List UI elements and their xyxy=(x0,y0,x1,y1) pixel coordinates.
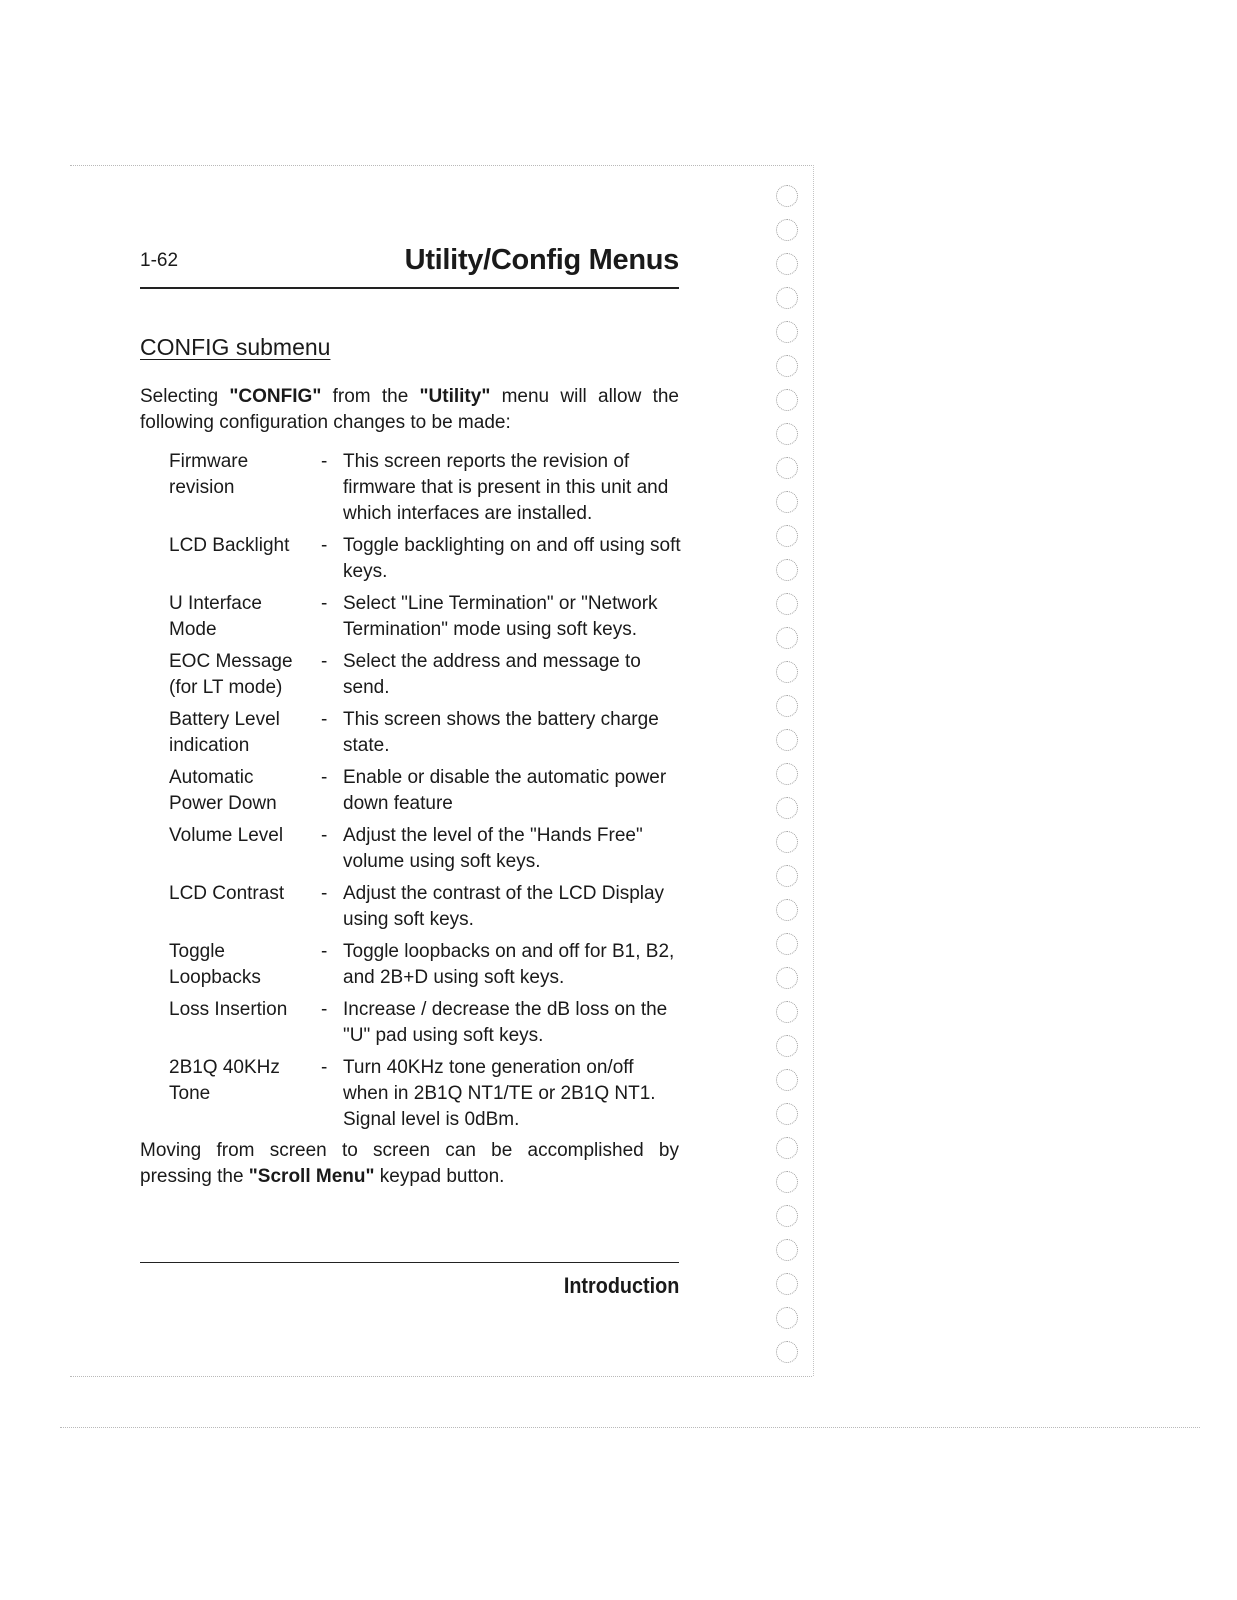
scan-edge-top xyxy=(70,165,812,166)
item-label: 2B1Q 40KHz Tone xyxy=(169,1057,280,1104)
punch-hole-icon xyxy=(776,253,798,275)
section-heading: CONFIG submenu xyxy=(140,334,331,360)
item-label: Battery Level indication xyxy=(169,709,280,756)
scan-edge-right xyxy=(813,165,814,1376)
punch-hole-icon xyxy=(776,1341,798,1363)
punch-hole-icon xyxy=(776,491,798,513)
punch-hole-icon xyxy=(776,729,798,751)
punch-hole-icon xyxy=(776,1001,798,1023)
punch-hole-icon xyxy=(776,763,798,785)
punch-hole-icon xyxy=(776,1035,798,1057)
item-description: Enable or disable the automatic power down feature xyxy=(343,767,667,814)
punch-hole-icon xyxy=(776,1273,798,1295)
page-title: Utility/Config Menus xyxy=(404,244,679,276)
item-dash: - xyxy=(321,1057,328,1078)
footer-rule xyxy=(140,1262,679,1263)
punch-hole-icon xyxy=(776,933,798,955)
outro-line-2: pressing the "Scroll Menu" keypad button. xyxy=(140,1166,505,1187)
item-dash: - xyxy=(321,767,328,788)
list-item xyxy=(169,1055,689,1133)
list-item xyxy=(169,765,689,817)
list-item xyxy=(169,707,689,759)
item-dash: - xyxy=(321,535,328,556)
item-label: Toggle Loopbacks xyxy=(169,941,261,988)
punch-hole-icon xyxy=(776,1307,798,1329)
punch-hole-icon xyxy=(776,899,798,921)
item-description: This screen reports the revision of firmware that is present in this unit and which interfaces are installed. xyxy=(343,451,669,524)
intro-line-2: following configuration changes to be made: xyxy=(140,412,511,433)
item-description: Toggle loopbacks on and off for B1, B2, and 2B+D using soft keys. xyxy=(343,941,675,988)
list-item xyxy=(169,591,689,643)
item-label: Loss Insertion xyxy=(169,999,288,1020)
item-label: Volume Level xyxy=(169,825,284,846)
item-dash: - xyxy=(321,593,328,614)
item-dash: - xyxy=(321,709,328,730)
item-description: Turn 40KHz tone generation on/off when in 2B1Q NT1/TE or 2B1Q NT1. Signal level is 0dBm. xyxy=(343,1057,656,1130)
item-label: LCD Backlight xyxy=(169,535,290,556)
item-label: LCD Contrast xyxy=(169,883,285,904)
punch-hole-icon xyxy=(776,185,798,207)
punch-hole-icon xyxy=(776,423,798,445)
punch-hole-icon xyxy=(776,695,798,717)
outro-paragraph xyxy=(140,1138,679,1190)
list-item xyxy=(169,533,689,585)
outro-line-1: Moving from screen to screen can be accomplished by xyxy=(140,1140,679,1161)
intro-line-1: Selecting "CONFIG" from the "Utility" menu will allow the xyxy=(140,386,679,407)
item-dash: - xyxy=(321,825,328,846)
punch-hole-icon xyxy=(776,661,798,683)
punch-hole-icon xyxy=(776,627,798,649)
intro-paragraph xyxy=(140,384,679,436)
item-label: EOC Message (for LT mode) xyxy=(169,651,293,698)
scan-edge-bottom xyxy=(70,1376,812,1377)
scan-edge-lower xyxy=(60,1427,1200,1428)
item-description: Toggle backlighting on and off using soft keys. xyxy=(343,535,681,582)
punch-hole-icon xyxy=(776,1239,798,1261)
item-description: Select the address and message to send. xyxy=(343,651,641,698)
punch-hole-icon xyxy=(776,219,798,241)
item-dash: - xyxy=(321,883,328,904)
punch-hole-icon xyxy=(776,321,798,343)
item-description: Select "Line Termination" or "Network Termination" mode using soft keys. xyxy=(343,593,658,640)
punch-hole-icon xyxy=(776,1171,798,1193)
punch-hole-icon xyxy=(776,287,798,309)
punch-hole-icon xyxy=(776,1103,798,1125)
item-description: Adjust the contrast of the LCD Display using soft keys. xyxy=(343,883,665,930)
punch-hole-icon xyxy=(776,865,798,887)
item-description: Increase / decrease the dB loss on the "U" pad using soft keys. xyxy=(343,999,668,1046)
item-label: Automatic Power Down xyxy=(169,767,277,814)
item-description: Adjust the level of the "Hands Free" volume using soft keys. xyxy=(343,825,643,872)
list-item xyxy=(169,649,689,701)
list-item xyxy=(169,881,689,933)
item-label: U Interface Mode xyxy=(169,593,262,640)
punch-hole-icon xyxy=(776,1205,798,1227)
punch-hole-icon xyxy=(776,593,798,615)
item-dash: - xyxy=(321,651,328,672)
item-dash: - xyxy=(321,451,328,472)
list-item xyxy=(169,823,689,875)
punch-hole-icon xyxy=(776,559,798,581)
list-item xyxy=(169,449,689,527)
item-label: Firmware revision xyxy=(169,451,249,498)
header-rule xyxy=(140,287,679,289)
punch-hole-icon xyxy=(776,831,798,853)
punch-hole-icon xyxy=(776,525,798,547)
punch-hole-icon xyxy=(776,797,798,819)
item-description: This screen shows the battery charge state. xyxy=(343,709,659,756)
punch-hole-icon xyxy=(776,967,798,989)
list-item xyxy=(169,997,689,1049)
list-item xyxy=(169,939,689,991)
punch-hole-icon xyxy=(776,1069,798,1091)
config-item-list xyxy=(169,449,689,1139)
footer-section-label: Introduction xyxy=(563,1273,679,1298)
punch-hole-icon xyxy=(776,1137,798,1159)
item-dash: - xyxy=(321,999,328,1020)
punch-hole-icon xyxy=(776,389,798,411)
punch-hole-icon xyxy=(776,457,798,479)
page-number: 1-62 xyxy=(140,250,179,271)
item-dash: - xyxy=(321,941,328,962)
punch-hole-icon xyxy=(776,355,798,377)
